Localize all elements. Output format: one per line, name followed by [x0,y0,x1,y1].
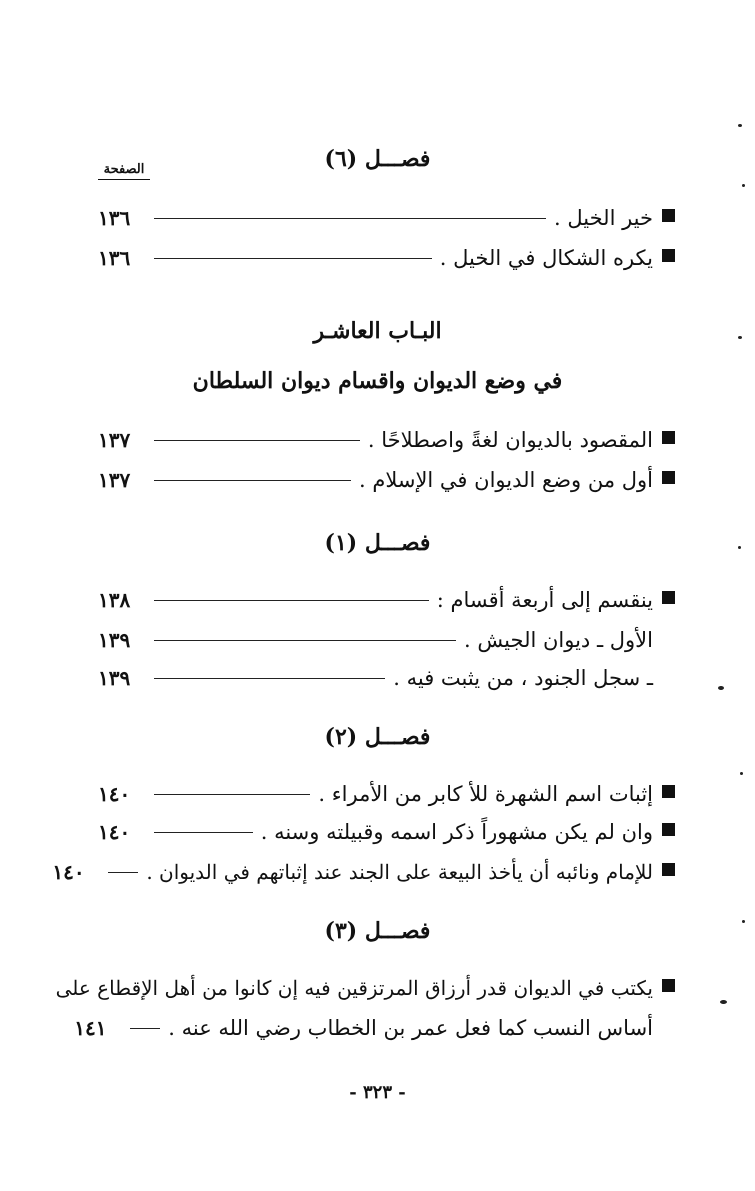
toc-entry [98,618,675,652]
section-heading-fasl-1: فصـــل (١) [324,530,431,556]
scan-speck [738,546,741,549]
entry-text: إثبات اسم الشهرة للأ كابر من الأمراء . [318,782,653,806]
page-column-header: الصفحة [98,162,150,180]
entry-text: المقصود بالديوان لغةً واصطلاحًا . [367,428,653,452]
scan-speck [720,1000,727,1004]
entry-page-number: ١٤١ [74,1016,107,1040]
toc-entry [98,458,675,492]
square-bullet-icon [662,979,675,992]
entry-text: أول من وضع الديوان في الإسلام . [358,468,653,492]
section-heading-fasl-3: فصـــل (٣) [324,918,431,944]
dot-leader [154,600,429,601]
toc-entry-continuation [74,1006,675,1040]
dot-leader [154,832,253,833]
toc-entry [55,966,675,1000]
toc-entry [52,850,675,884]
entry-page-number: ١٣٩ [98,666,131,690]
square-bullet-icon [662,591,675,604]
entry-text: ينقسم إلى أربعة أقسام : [436,588,653,612]
entry-text: الأول ـ ديوان الجيش . [464,628,653,652]
square-bullet-icon [662,431,675,444]
scan-speck [738,336,742,339]
square-bullet-icon [662,249,675,262]
section-heading-fasl-2: فصـــل (٢) [324,724,431,750]
dot-leader [154,678,385,679]
dot-leader [130,1028,160,1029]
square-bullet-icon [662,863,675,876]
toc-entry [98,236,675,270]
entry-page-number: ١٣٦ [98,246,131,270]
entry-text: يكتب في الديوان قدر أرزاق المرتزقين فيه إن كانوا من أهل الإقطاع على [55,976,653,1000]
entry-page-number: ١٣٧ [98,428,131,452]
dot-leader [154,440,360,441]
dot-leader [154,794,310,795]
square-bullet-icon [662,471,675,484]
entry-page-number: ١٣٦ [98,206,131,230]
section-heading-fasl-6: فصـــل (٦) [324,146,431,172]
entry-text: وان لم يكن مشهوراً ذكر اسمه وقبيلته وسنه . [260,820,653,844]
entry-page-number: ١٤٠ [98,820,131,844]
scan-speck [738,124,742,127]
toc-entry [98,656,675,690]
dot-leader [154,480,351,481]
entry-page-number: ١٤٠ [52,860,85,884]
entry-page-number: ١٣٩ [98,628,131,652]
chapter-heading: البـاب العاشـر [313,318,442,344]
entry-page-number: ١٣٧ [98,468,131,492]
dot-leader [154,218,546,219]
scan-speck [718,686,724,690]
entry-text: يكره الشكال في الخيل . [439,246,653,270]
entry-page-number: ١٤٠ [98,782,131,806]
scan-speck [740,772,743,775]
chapter-subtitle: في وضع الديوان واقسام ديوان السلطان [192,368,563,394]
dot-leader [154,258,432,259]
dot-leader [154,640,456,641]
scan-speck [742,184,745,187]
entry-page-number: ١٣٨ [98,588,131,612]
square-bullet-icon [662,209,675,222]
page-number: - ٣٢٣ - [349,1082,406,1103]
toc-entry [98,772,675,806]
toc-entry [98,196,675,230]
toc-entry [98,810,675,844]
entry-text: أساس النسب كما فعل عمر بن الخطاب رضي الله عنه . [168,1016,653,1040]
scan-speck [742,920,745,923]
square-bullet-icon [662,823,675,836]
entry-text: خير الخيل . [554,206,653,230]
dot-leader [108,872,138,873]
square-bullet-icon [662,785,675,798]
entry-text: ـ سجل الجنود ، من يثبت فيه . [393,666,653,690]
toc-entry [98,578,675,612]
toc-entry [98,418,675,452]
entry-text: للإمام ونائبه أن يأخذ البيعة على الجند عند إثباتهم في الديوان . [146,860,653,884]
